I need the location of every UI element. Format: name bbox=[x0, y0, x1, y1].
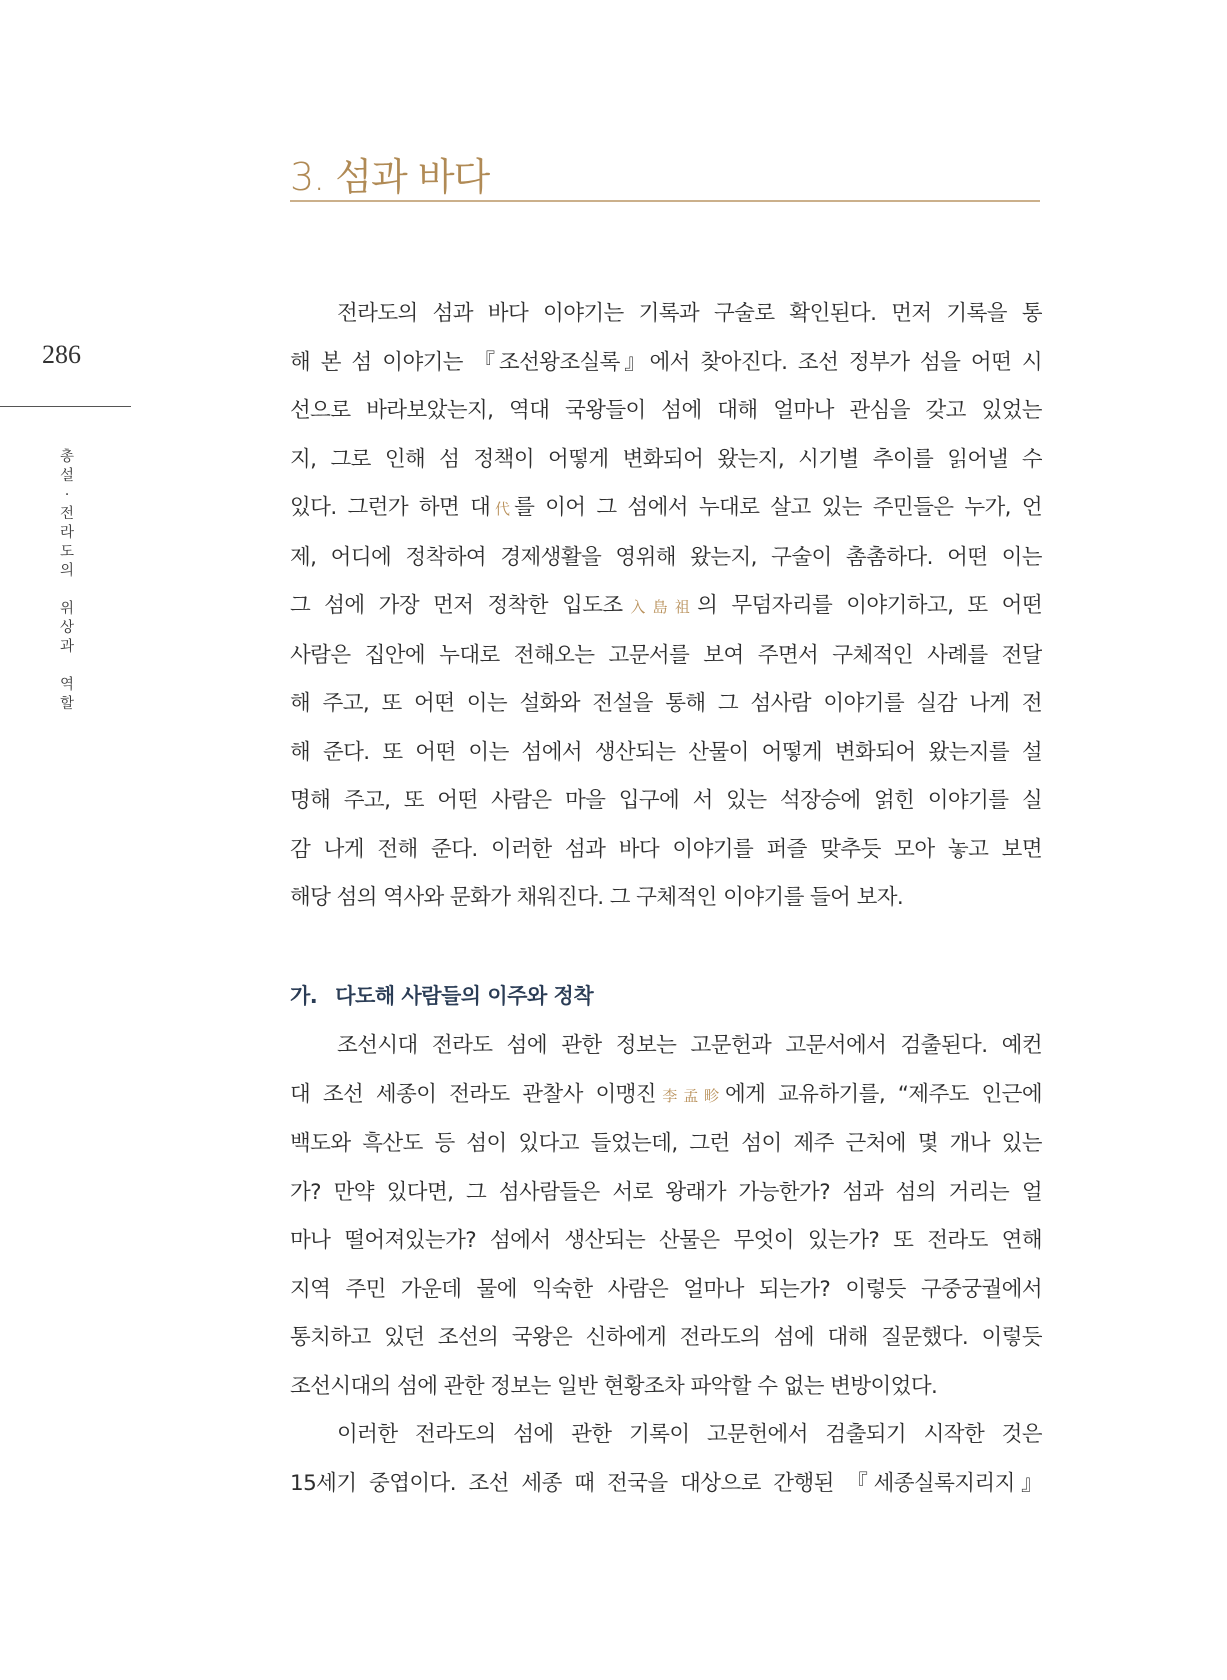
text-line: 통치하고 있던 조선의 국왕은 신하에게 전라도의 섬에 대해 질문했다. 이렇듯 bbox=[290, 1325, 1042, 1350]
text-line: 마나 떨어져있는가? 섬에서 생산되는 산물은 무엇이 있는가? 또 전라도 연해 bbox=[290, 1228, 1042, 1253]
text-line: 이러한 전라도의 섬에 관한 기록이 고문헌에서 검출되기 시작한 것은 bbox=[337, 1422, 1042, 1447]
chapter-title-rule bbox=[290, 200, 1040, 202]
hanja-annotation: 李孟畛 bbox=[655, 1086, 725, 1105]
text-span: 대 조선 세종이 전라도 관찰사 이맹진 bbox=[290, 1081, 656, 1107]
hanja-annotation: 代 bbox=[490, 500, 515, 518]
running-head-char: 상 bbox=[59, 620, 74, 636]
text-span: 에게 교유하기를, “제주도 인근에 bbox=[724, 1081, 1042, 1107]
section-heading bbox=[290, 980, 593, 1010]
running-head-char: 의 bbox=[59, 563, 74, 579]
page-number: 286 bbox=[42, 340, 81, 369]
running-head-space bbox=[56, 581, 78, 600]
text-line: 지, 그로 인해 섬 정책이 어떻게 변화되어 왔는지, 시기별 추이를 읽어낼 수 bbox=[290, 446, 1042, 472]
hanja-annotation: 入島祖 bbox=[622, 598, 698, 616]
text-line: 가? 만약 있다면, 그 섬사람들은 서로 왕래가 가능한가? 섬과 섬의 거리는 얼 bbox=[290, 1179, 1042, 1205]
running-head-char: 과 bbox=[59, 639, 74, 655]
running-head-char: 총 bbox=[59, 449, 74, 465]
text-span: 있다. 그런가 하면 대 bbox=[290, 495, 491, 520]
paragraph-2 bbox=[290, 1022, 1042, 1508]
text-line: 조선시대의 섬에 관한 정보는 일반 현황조차 파악할 수 없는 변방이었다. bbox=[290, 1373, 938, 1399]
running-head-char: 라 bbox=[59, 525, 74, 541]
running-head-char: 도 bbox=[59, 544, 74, 560]
text-line: 전라도의 섬과 바다 이야기는 기록과 구술로 확인된다. 먼저 기록을 통 bbox=[337, 301, 1042, 326]
running-head-char: 역 bbox=[59, 677, 74, 693]
text-line: 15세기 중엽이다. 조선 세종 때 전국을 대상으로 간행된 『세종실록지리지』 bbox=[290, 1470, 1042, 1496]
running-head-char: 할 bbox=[59, 696, 74, 712]
text-line: 해 준다. 또 어떤 이는 섬에서 생산되는 산물이 어떻게 변화되어 왔는지를 설 bbox=[290, 739, 1042, 765]
text-span: 를 이어 그 섬에서 누대로 살고 있는 주민들은 누가, 언 bbox=[514, 495, 1042, 520]
text-line bbox=[290, 484, 1042, 534]
text-line: 명해 주고, 또 어떤 사람은 마을 입구에 서 있는 석장승에 얽힌 이야기를 실 bbox=[290, 788, 1042, 813]
text-line: 제, 어디에 정착하여 경제생활을 영위해 왔는지, 구술이 촘촘하다. 어떤 이는 bbox=[290, 544, 1042, 570]
section-title: 다도해 사람들의 이주와 정착 bbox=[335, 984, 594, 1008]
running-head-char: · bbox=[64, 487, 70, 503]
paragraph-1 bbox=[290, 290, 1042, 923]
chapter-title: 3. 섬과 바다 bbox=[290, 155, 490, 199]
text-line: 해 주고, 또 어떤 이는 설화와 전설을 통해 그 섬사람 이야기를 실감 나게 전 bbox=[290, 691, 1042, 716]
section-number: 가. bbox=[290, 984, 318, 1008]
running-head-char: 전 bbox=[59, 506, 74, 522]
running-head bbox=[56, 448, 78, 714]
text-line: 해당 섬의 역사와 문화가 채워진다. 그 구체적인 이야기를 들어 보자. bbox=[290, 885, 904, 910]
text-line: 사람은 집안에 누대로 전해오는 고문서를 보여 주면서 구체적인 사례를 전달 bbox=[290, 642, 1042, 668]
text-line: 조선시대 전라도 섬에 관한 정보는 고문헌과 고문서에서 검출된다. 예컨 bbox=[337, 1033, 1042, 1058]
running-head-space bbox=[56, 657, 78, 676]
text-span: 그 섬에 가장 먼저 정착한 입도조 bbox=[290, 593, 623, 618]
text-line bbox=[290, 1071, 1042, 1121]
running-head-char: 설 bbox=[59, 468, 74, 484]
text-line: 감 나게 전해 준다. 이러한 섬과 바다 이야기를 퍼즐 맞추듯 모아 놓고 보면 bbox=[290, 836, 1042, 862]
side-divider bbox=[0, 406, 131, 407]
text-line: 백도와 흑산도 등 섬이 있다고 들었는데, 그런 섬이 제주 근처에 몇 개나 있는 bbox=[290, 1131, 1042, 1156]
text-line bbox=[290, 582, 1042, 632]
text-line: 지역 주민 가운데 물에 익숙한 사람은 얼마나 되는가? 이렇듯 구중궁궐에서 bbox=[290, 1276, 1042, 1302]
text-line: 해 본 섬 이야기는 『조선왕조실록』에서 찾아진다. 조선 정부가 섬을 어떤 시 bbox=[290, 349, 1042, 375]
text-span: 의 무덤자리를 이야기하고, 또 어떤 bbox=[697, 593, 1042, 618]
running-head-char: 위 bbox=[59, 601, 74, 617]
text-line: 선으로 바라보았는지, 역대 국왕들이 섬에 대해 얼마나 관심을 갖고 있었는 bbox=[290, 398, 1042, 423]
